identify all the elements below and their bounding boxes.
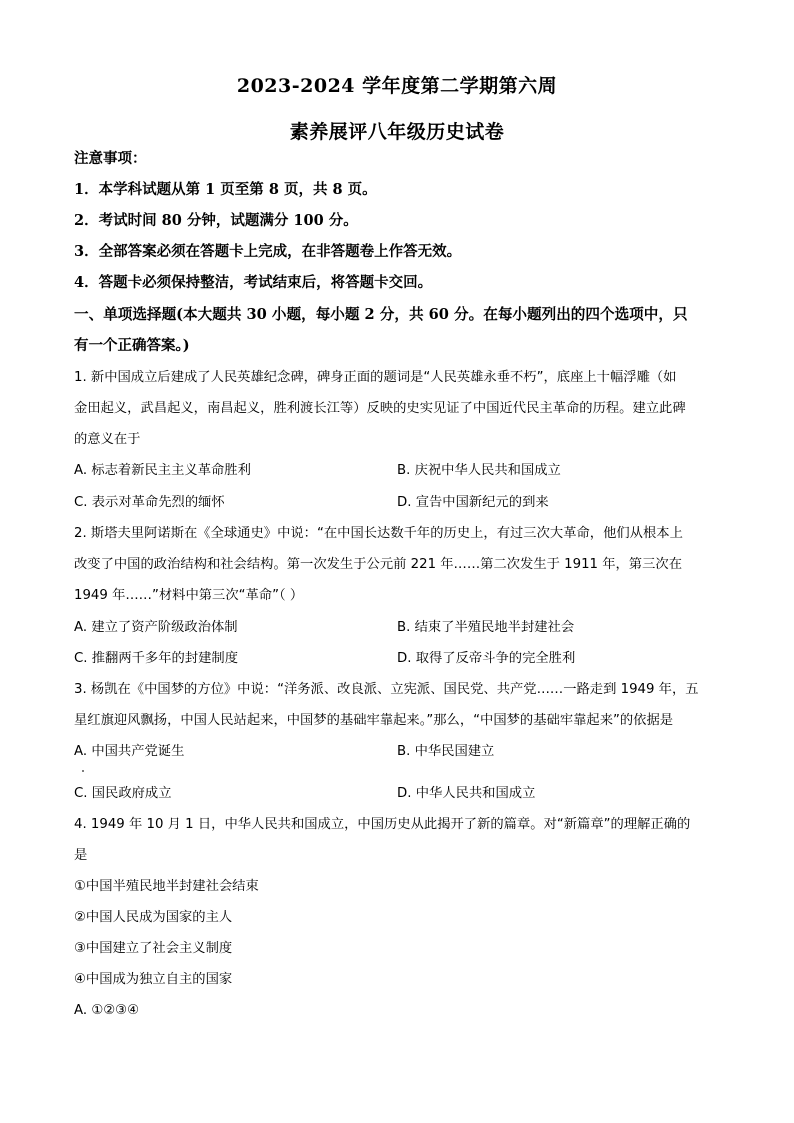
question-2-stem: 2. 斯塔夫里阿诺斯在《全球通史》中说：“在中国长达数千年的历史上，有过三次大革命，他们从根本上 <box>74 526 683 541</box>
question-2-option-a: A. 建立了资产阶级政治体制 <box>74 620 238 635</box>
question-4-option-a: A. ①②③④ <box>74 1003 139 1018</box>
section-heading: 一、单项选择题(本大题共 30 小题，每小题 2 分，共 60 分。在每小题列出的四个选项中，只 <box>74 306 688 323</box>
question-1-stem: 1. 新中国成立后建成了人民英雄纪念碑，碑身正面的题词是“人民英雄永垂不朽”，底座上十幅浮雕（如 <box>74 370 677 385</box>
question-2-stem: 1949 年……”材料中第三次“革命”（ ） <box>74 588 304 603</box>
question-1-option-b: B. 庆祝中华人民共和国成立 <box>397 463 561 478</box>
question-1-option-a: A. 标志着新民主主义革命胜利 <box>74 463 251 478</box>
question-4-statement: ①中国半殖民地半封建社会结束 <box>74 879 259 894</box>
question-2-option-b: B. 结束了半殖民地半封建社会 <box>397 620 575 635</box>
section-heading-cont: 有一个正确答案。) <box>74 337 190 354</box>
notice-item: 2．考试时间 80 分钟，试题满分 100 分。 <box>74 212 358 229</box>
stray-mark <box>82 770 84 772</box>
question-4-statement: ③中国建立了社会主义制度 <box>74 941 233 956</box>
notice-item: 4．答题卡必须保持整洁，考试结束后，将答题卡交回。 <box>74 274 433 291</box>
exam-title-line1: 2023-2024 学年度第二学期第六周 <box>236 75 558 97</box>
exam-title-line2: 素养展评八年级历史试卷 <box>289 121 505 143</box>
question-4-statement: ④中国成为独立自主的国家 <box>74 972 233 987</box>
question-3-option-c: C. 国民政府成立 <box>74 786 172 801</box>
question-1-stem: 的意义在于 <box>74 432 141 447</box>
question-1-option-c: C. 表示对革命先烈的缅怀 <box>74 495 225 510</box>
question-1-stem: 金田起义，武昌起义，南昌起义，胜利渡长江等）反映的史实见证了中国近代民主革命的历程。建立此碑 <box>74 401 686 416</box>
question-1-option-d: D. 宣告中国新纪元的到来 <box>397 495 549 510</box>
question-2-option-d: D. 取得了反帝斗争的完全胜利 <box>397 651 576 666</box>
notice-item: 1．本学科试题从第 1 页至第 8 页，共 8 页。 <box>74 181 377 198</box>
question-4-statement: ②中国人民成为国家的主人 <box>74 910 233 925</box>
question-3-option-a: A. 中国共产党诞生 <box>74 744 185 759</box>
question-3-option-d: D. 中华人民共和国成立 <box>397 786 536 801</box>
notice-item: 3．全部答案必须在答题卡上完成，在非答题卷上作答无效。 <box>74 243 462 260</box>
question-4-stem: 是 <box>74 848 88 863</box>
question-4-stem: 4. 1949 年 10 月 1 日，中华人民共和国成立，中国历史从此揭开了新的篇章。对“新篇章”的理解正确的 <box>74 817 691 832</box>
notice-heading: 注意事项： <box>74 150 147 167</box>
question-2-stem: 改变了中国的政治结构和社会结构。第一次发生于公元前 221 年……第二次发生于 1911 年，第三次在 <box>74 557 682 572</box>
question-3-stem: 3. 杨凯在《中国梦的方位》中说：“洋务派、改良派、立宪派、国民党、共产党……一路走到 1949 年，五 <box>74 682 699 697</box>
question-2-option-c: C. 推翻两千多年的封建制度 <box>74 651 239 666</box>
question-3-option-b: B. 中华民国建立 <box>397 744 495 759</box>
question-3-stem: 星红旗迎风飘扬，中国人民站起来，中国梦的基础牢靠起来。”那么，“中国梦的基础牢靠起来”的依据是 <box>74 713 674 728</box>
